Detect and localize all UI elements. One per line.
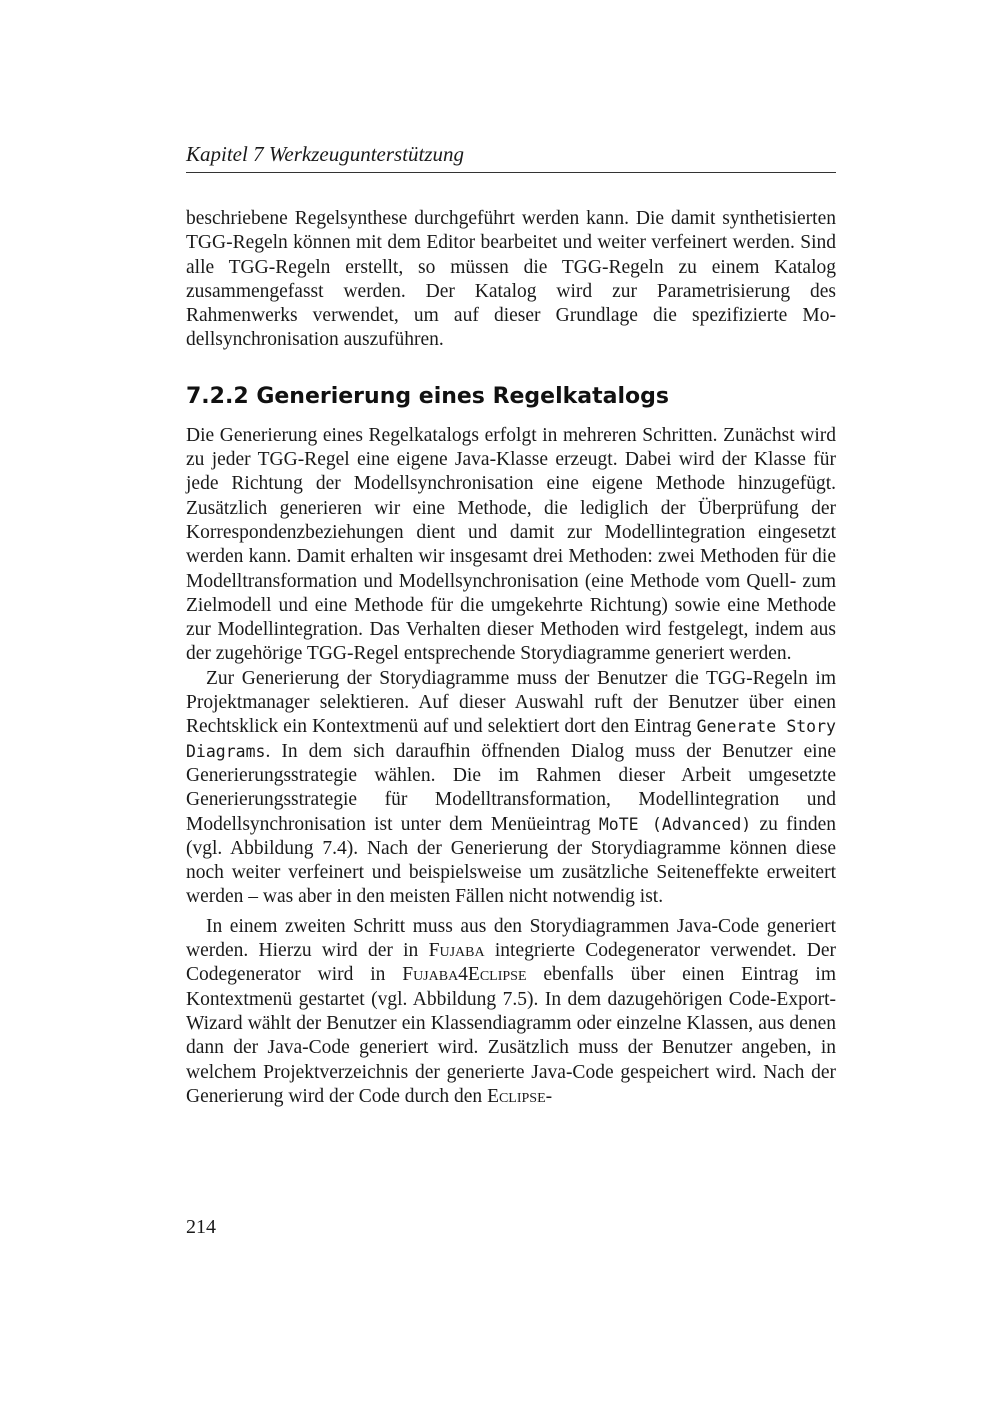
text-run: integrierte Codegenerator verwendet. Der Codegenerator wird in (186, 940, 836, 986)
text-run: Zur Generierung der Storydiagramme muss der Benutzer die TGG-Regeln im Projektmanager selektieren. Auf dieser Auswahl ruft der Benutzer über einen Rechtsklick ein Kontextmenü auf und selektiert dort den Eintrag (186, 667, 836, 738)
code-menu-entry: MoTE (Advanced) (598, 814, 752, 834)
code-menu-entry: Generate Story Diagrams (186, 717, 836, 761)
text-run: In einem zweiten Schritt muss aus den Storydiagrammen Java-Code generiert werden. Hierzu wird der in (186, 915, 836, 962)
intro-paragraph: beschriebene Regelsynthese durchgeführt werden kann. Die damit synthetisierten TGG-Regeln können mit dem Editor bearbeitet und weiter verfeinert werden. Sind alle TGG-Regeln erstellt, so müssen die TGG-Regeln zu einem Katalog zusammengefasst werden. Der Katalog wird zur Parametrisierung des Rahmenwerks verwendet, um auf dieser Grundlage die spezifizierte Modellsynchronisation auszuführen. (186, 208, 836, 351)
page-body (186, 207, 836, 1109)
page-number: 214 (186, 1216, 216, 1238)
section-title: Generierung eines Regelkatalogs (256, 383, 669, 409)
tool-name: Eclipse- (487, 1085, 553, 1107)
text-run: ebenfalls über einen Eintrag im Kontextmenü gestartet (vgl. Abbildung 7.5). In dem dazugehörigen Code-Export-Wizard wählt der Benutzer ein Klassendiagramm oder einzelne Klassen, aus denen dann der Java-Code generiert wird. Zusätzlich muss der Benutzer angeben, in welchem Projektverzeichnis der generierte Java-Code gespeichert wird. Nach der Generierung wird der Code durch den (186, 964, 836, 1107)
text-run: zu finden (vgl. Abbildung 7.4). Nach der Generierung der Storydiagramme können diese noch weiter verfeinert und beispielsweise um zusätzliche Seiteneffekte erweitert werden – was aber in den meisten Fällen nicht notwendig ist. (186, 813, 836, 908)
chapter-label: Kapitel 7 (186, 142, 264, 166)
body-paragraph (186, 667, 836, 910)
section-heading (186, 383, 836, 411)
body-paragraph (186, 915, 836, 1109)
section-number: 7.2.2 (186, 383, 249, 409)
tool-name: Fujaba4Eclipse (402, 964, 527, 986)
tool-name: Fujaba (428, 940, 485, 962)
chapter-title: Werkzeugunterstützung (268, 142, 465, 166)
body-paragraph: Die Generierung eines Regelkatalogs erfolgt in mehreren Schritten. Zunächst wird zu jeder TGG-Regel eine eigene Java-Klasse erzeugt. Dabei wird der Klasse für jede Richtung der Modellsynchronisation eine eigene Methode hinzugefügt. Zusätzlich generieren wir eine Methode, die lediglich der Überprüfung der Korrespondenzbeziehungen dient und damit zur Modellintegration eingesetzt werden kann. Damit erhalten wir insgesamt drei Methoden: zwei Methoden für die Modelltransformation und Modellsynchronisation (eine Methode vom Quell- zum Zielmodell und eine Methode für die umgekehrte Richtung) sowie eine Methode zur Modellintegration. Das Verhalten dieser Methoden wird festgelegt, indem aus der zugehörige TGG-Regel entsprechende Storydiagramme generiert werden. (186, 424, 836, 665)
running-header (186, 142, 836, 173)
text-run: . In dem sich daraufhin öffnenden Dialog muss der Benutzer eine Generierungsstrategie wählen. Die im Rahmen dieser Arbeit umgesetzte Generierungsstrategie für Modelltransformation, Modellintegration und Modellsynchronisation ist unter dem Menüeintrag (186, 740, 836, 835)
